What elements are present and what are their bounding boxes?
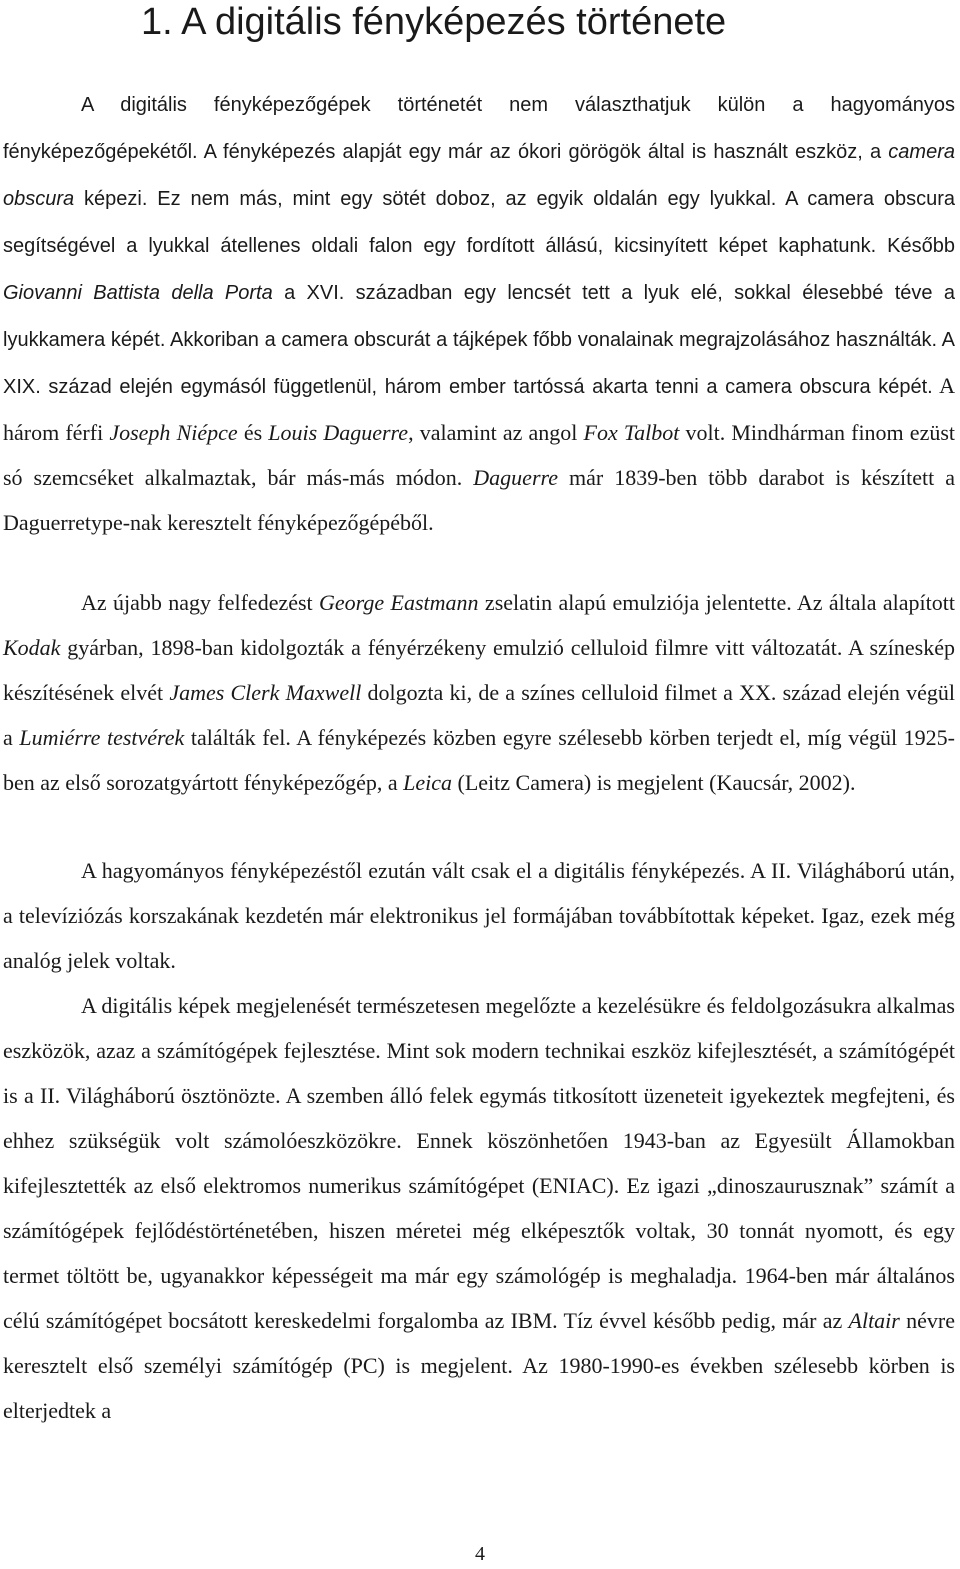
text-run: képezi. Ez nem más, mint egy sötét doboz, az egyik oldalán egy lyukkal. A camera obscura segítségével a lyukkal átellenes oldali falon egy fordított állású, kicsinyített képet kaphatunk. Később xyxy=(3,188,955,257)
text-run: James Clerk Maxwell xyxy=(169,680,362,705)
text-run: a XVI. században egy lencsét tett a lyuk elé, sokkal élesebbé téve a lyukkamera képét. Akkoriban a camera obscurát a tájképek főbb vonalainak megrajzolásához használták. A XIX. század elején egymásól függetlenül, három ember tartóssá akarta tenni a camera obscura képét. xyxy=(3,282,955,398)
text-run: A digitális képek megjelenését természetesen megelőzte a kezelésükre és feldolgozásukra alkalmas eszközök, azaz a számítógépek fejlesztése. Mint sok modern technikai eszköz kifejlesztését, a számítógépét is a II. Világháború ösztönözte. A szemben álló felek egymás titkosított üzeneteit igyekeztek megfejteni, és ehhez szükségük volt számolóeszközökre. Ennek köszönhetően 1943-ban az Egyesült Államokban kifejlesztették az első elektromos numerikus számítógépet (ENIAC). Ez igazi „dinoszaurusznak” számít a számítógépek fejlődéstörténetében, hiszen méretei még elképesztők voltak, 30 tonnát nyomott, és egy termet töltött be, ugyanakkor képességeit ma már egy számológép is meghaladja. 1964-ben már általános célú számítógépet bocsátott kereskedelmi forgalomba az IBM. Tíz évvel később pedig, már az xyxy=(3,993,955,1333)
text-run: A hagyományos fényképezéstől ezután vált csak el a digitális fényképezés. A II. Világháború után, a televíziózás korszakának kezdetén már elektronikus jel formájában továbbítottak képeket. Igaz, ezek még analóg jelek voltak. xyxy=(3,858,955,973)
text-run: volt. Mindhárman finom ezüst só szemcséket alkalmaztak, bár más-más módon. xyxy=(3,420,956,490)
text-run: gyárban, 1898-ban kidolgozták a fényérzékeny emulzió celluloid filmre vitt változatát. A színeskép készítésének elvét xyxy=(3,635,955,705)
text-run: camera obscura xyxy=(3,141,955,210)
text-run: Joseph Niépce xyxy=(109,420,238,445)
paragraph-1 xyxy=(3,81,955,545)
text-run: Altair xyxy=(848,1308,900,1333)
text-run: A digitális fényképezőgépek történetét nem választhatjuk külön a hagyományos fényképezőgépekétől. A fényképezés alapját egy már az ókori görögök által is használt eszköz, a xyxy=(3,94,955,163)
text-run: már 1839-ben több darabot is készített a Daguerretype-nak keresztelt fényképezőgépéből. xyxy=(3,465,955,535)
paragraph-4 xyxy=(3,983,955,1433)
text-run: és xyxy=(237,420,269,445)
text-run: (Leitz Camera) is megjelent (Kaucsár, 2002). xyxy=(452,770,856,795)
text-run: Fox Talbot xyxy=(583,420,680,445)
text-run: dolgozta ki, de a színes celluloid filmet a XX. század elején végül a xyxy=(3,680,955,750)
text-run: Giovanni Battista della Porta xyxy=(3,282,273,304)
text-run: Lumiérre testvérek xyxy=(19,725,185,750)
paragraph-2 xyxy=(3,580,955,805)
paragraph-3 xyxy=(3,848,955,983)
text-run: Az újabb nagy felfedezést xyxy=(81,590,320,615)
page-number: 4 xyxy=(475,1543,485,1565)
text-run: A három férfi xyxy=(3,373,955,445)
text-run: névre keresztelt első személyi számítógép (PC) is megjelent. Az 1980-1990-es években szélesebb körben is elterjedtek a xyxy=(3,1308,955,1423)
text-run: Leica xyxy=(403,770,452,795)
text-run: , valamint az angol xyxy=(408,420,584,445)
text-run: George Eastmann xyxy=(319,590,479,615)
text-run: Daguerre xyxy=(473,465,559,490)
text-run: zselatin alapú emulziója jelentette. Az általa alapított xyxy=(478,590,955,615)
text-run: Louis Daguerre xyxy=(268,420,409,445)
text-run: találták fel. A fényképezés közben egyre szélesebb körben terjedt el, míg végül 1925-ben az első sorozatgyártott fényképezőgép, a xyxy=(3,725,955,795)
text-run: Kodak xyxy=(3,635,61,660)
page-title: 1. A digitális fényképezés története xyxy=(141,1,727,43)
